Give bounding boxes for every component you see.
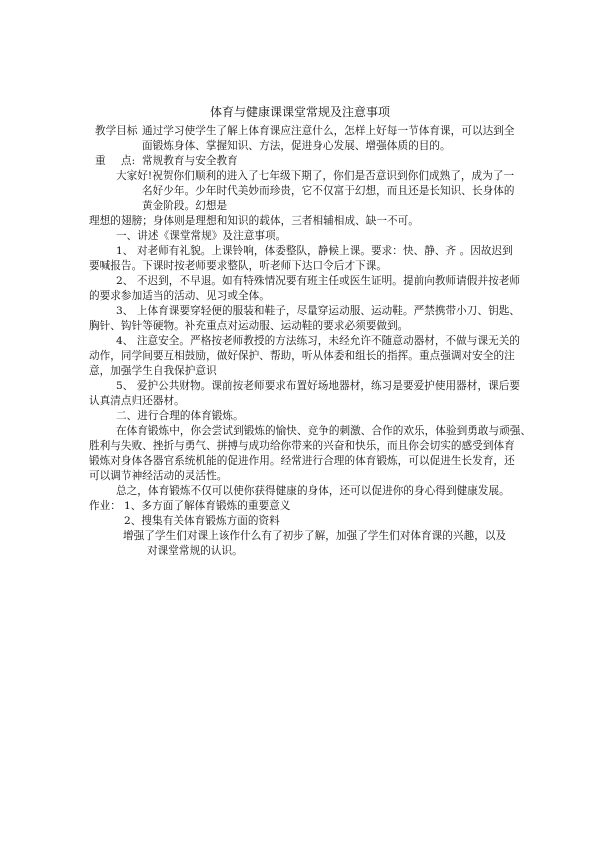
objective-line-2: 面锻炼身体、掌握知识、方法，促进身心发展、增强体质的目的。 bbox=[142, 140, 451, 152]
paragraph-1-line-3: 锻炼对身体各器官系统机能的促进作用。经常进行合理的体育锻炼，可以促进生长发育，还 bbox=[89, 455, 515, 467]
item-1-line-2: 要喊报告。下课时按老师要求整队，听老师下达口令后才下课。 bbox=[89, 260, 388, 272]
paragraph-1-line-4: 可以调节神经活动的灵活性。 bbox=[89, 470, 228, 482]
section-1-heading: 一、讲述《课堂常规》及注意事项。 bbox=[116, 230, 287, 242]
key-points-text: 常规教育与安全教育 bbox=[142, 155, 238, 167]
closing-line-1: 增强了学生们对课上该作什么有了初步了解，加强了学生们对体育课的兴趣，以及 bbox=[123, 530, 507, 542]
summary-line: 总之，体育锻炼不仅可以使你获得健康的身体，还可以促进你的身心得到健康发展。 bbox=[116, 485, 510, 497]
intro-line-2: 名好少年。少年时代美妙而珍贵，它不仅富于幻想，而且还是长知识、长身体的 bbox=[142, 185, 515, 197]
objective-line-1: 通过学习使学生了解上体育课应注意什么，怎样上好每一节体育课，可以达到全 bbox=[142, 125, 515, 137]
section-2-heading: 二、进行合理的体育锻炼。 bbox=[116, 410, 244, 422]
item-4-line-1: 4、 注意安全。严格按老师教授的方法练习，未经允许不随意动器材，不做与课无关的 bbox=[116, 335, 521, 347]
key-points-label-2: 点: bbox=[121, 155, 136, 167]
key-points-label-1: 重 bbox=[95, 155, 106, 167]
item-5-line-1: 5、 爱护公共财物。课前按老师要求布置好场地器材，练习是要爱护使用器材，课后要 bbox=[116, 380, 521, 392]
item-2-line-2: 的要求参加适当的活动、见习或全体。 bbox=[89, 290, 270, 302]
intro-line-3: 黄金阶段。幻想是 bbox=[142, 200, 228, 212]
item-3-line-2: 胸针、钩针等硬物。补充重点对运动服、运动鞋的要求必须要做到。 bbox=[89, 320, 409, 332]
paragraph-1-line-1: 在体育锻炼中，你会尝试到锻炼的愉快、竞争的刺激、合作的欢乐，体验到勇敢与顽强、 bbox=[116, 425, 532, 437]
item-5-line-2: 认真清点归还器材。 bbox=[89, 395, 185, 407]
closing-line-2: 对课堂常规的认识。 bbox=[147, 545, 243, 557]
homework-item-2: 2、搜集有关体育锻炼方面的资料 bbox=[124, 515, 280, 527]
intro-line-1: 大家好!祝贺你们顺利的进入了七年级下期了，你们是否意识到你们成熟了，成为了一 bbox=[116, 170, 515, 182]
paragraph-1-line-2: 胜利与失败、挫折与勇气、拼搏与成功给你带来的兴奋和快乐，而且你会切实的感受到体育 bbox=[89, 440, 515, 452]
objective-label: 教学目标 bbox=[95, 125, 138, 137]
document-title: 体育与健康课课堂常规及注意事项 bbox=[209, 105, 390, 119]
intro-line-4: 理想的翅膀；身体则是理想和知识的载体，三者相辅相成、缺一不可。 bbox=[89, 215, 419, 227]
homework-item-1: 1、多方面了解体育锻炼的重要意义 bbox=[124, 500, 291, 512]
item-4-line-3: 意，加强学生自我保护意识 bbox=[89, 365, 217, 377]
item-2-line-1: 2、 不迟到，不早退。如有特殊情况要有班主任或医生证明。提前向教师请假并按老师 bbox=[116, 275, 521, 287]
item-3-line-1: 3、 上体育课要穿轻便的服装和鞋子，尽量穿运动服、运动鞋。严禁携带小刀、钥匙、 bbox=[116, 305, 521, 317]
homework-label: 作业： bbox=[89, 500, 121, 512]
item-4-line-2: 动作，同学间要互相鼓励，做好保护、帮助，听从体委和组长的指挥。重点强调对安全的注 bbox=[89, 350, 515, 362]
item-1-line-1: 1、 对老师有礼貌。上课铃响，体委整队，静候上课。要求：快、静、齐 。因故迟到 bbox=[116, 245, 513, 257]
